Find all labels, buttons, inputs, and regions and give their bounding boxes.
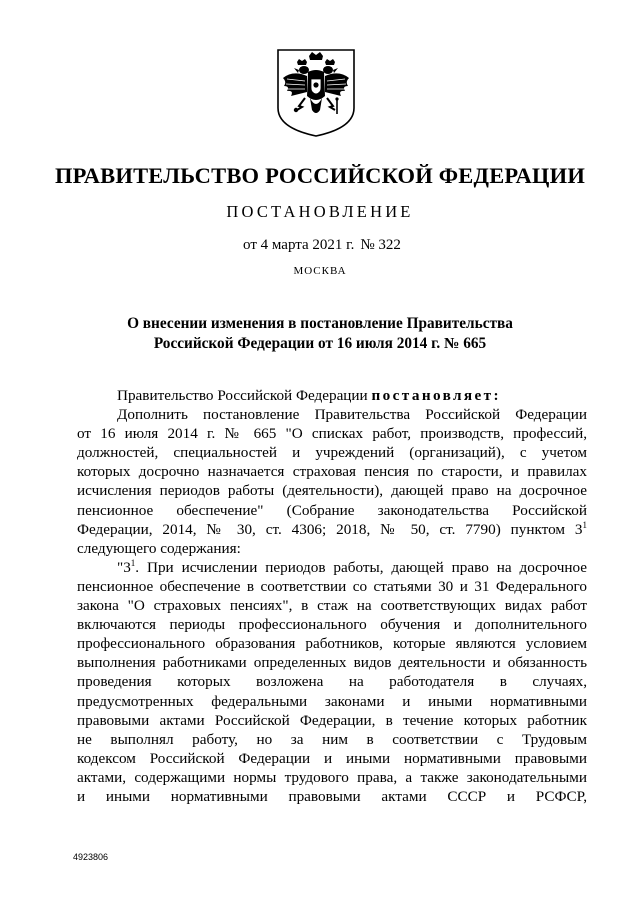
document-date: от 4 марта 2021 г. (243, 237, 355, 253)
intro-paragraph (77, 386, 587, 405)
superscript: 1 (130, 557, 136, 568)
body-line: предусмотренных федеральными законами и иными нормативными (77, 692, 587, 710)
document-subject (0, 314, 640, 354)
body-line: правовыми актами Российской Федерации, в течение которых работник (77, 711, 587, 729)
body-line (77, 520, 587, 539)
body-line (77, 558, 587, 577)
state-emblem-icon (275, 48, 357, 138)
body-line: выполнения работниками определенных видов деятельности и обязанность (77, 654, 587, 672)
document-body (77, 386, 587, 806)
document-city: МОСКВА (293, 265, 347, 277)
superscript: 1 (582, 519, 587, 530)
body-line: должностей, специальностей и учреждений (организаций), с учетом (77, 444, 587, 462)
body-line: Дополнить постановление Правительства Российской Федерации (117, 406, 587, 424)
document-type: ПОСТАНОВЛЕНИЕ (226, 202, 414, 221)
body-line: следующего содержания: (77, 539, 241, 557)
body-line-text: . При исчислении периодов работы, дающей право на досрочное (135, 558, 587, 576)
body-line: от 16 июля 2014 г. № 665 "О списках работ, производств, профессий, (77, 425, 587, 443)
intro-prefix: Правительство Российской Федерации (117, 387, 368, 404)
subject-line: О внесении изменения в постановление Правительства (127, 315, 513, 332)
government-title: ПРАВИТЕЛЬСТВО РОССИЙСКОЙ ФЕДЕРАЦИИ (54, 163, 586, 188)
body-line: и иными нормативными правовыми актами СССР и РСФСР, (77, 787, 587, 805)
subject-line: Российской Федерации от 16 июля 2014 г. № 665 (153, 335, 487, 352)
body-line: закона "О страховых пенсиях", в стаж на соответствующих видах работ (77, 597, 587, 615)
body-line: исчисления периодов работы (деятельности), дающей право на досрочное (77, 482, 587, 500)
body-line: пенсионное обеспечение" (Собрание законодательства Российской (77, 501, 587, 519)
body-line: кодексом Российской Федерации и иными нормативными правовыми (77, 749, 587, 767)
body-line: актами, содержащими нормы трудового права, а также законодательными (77, 768, 587, 786)
item-number: "3 (117, 558, 131, 576)
intro-keyword: постановляет: (371, 387, 501, 404)
body-line: включаются периоды профессионального обучения и дополнительного (77, 616, 587, 634)
body-line: не выполнял работу, но за ним в соответствии с Трудовым (77, 730, 587, 748)
body-line: пенсионное обеспечение в соответствии со статьями 30 и 31 Федерального (77, 577, 587, 595)
document-code: 4923806 (73, 852, 109, 862)
body-line-text: Федерации, 2014, № 30, ст. 4306; 2018, № 50, ст. 7790) пунктом 3 (77, 520, 583, 538)
document-number: № 322 (360, 237, 401, 253)
body-line: профессионального образования работников, которые являются условием (77, 635, 587, 653)
document-date-line (0, 237, 640, 254)
body-line: которых досрочно назначается страховая пенсия по старости, и правилах (77, 463, 587, 481)
body-line: проведения которых возложена на работодателя в случаях, (77, 673, 587, 691)
